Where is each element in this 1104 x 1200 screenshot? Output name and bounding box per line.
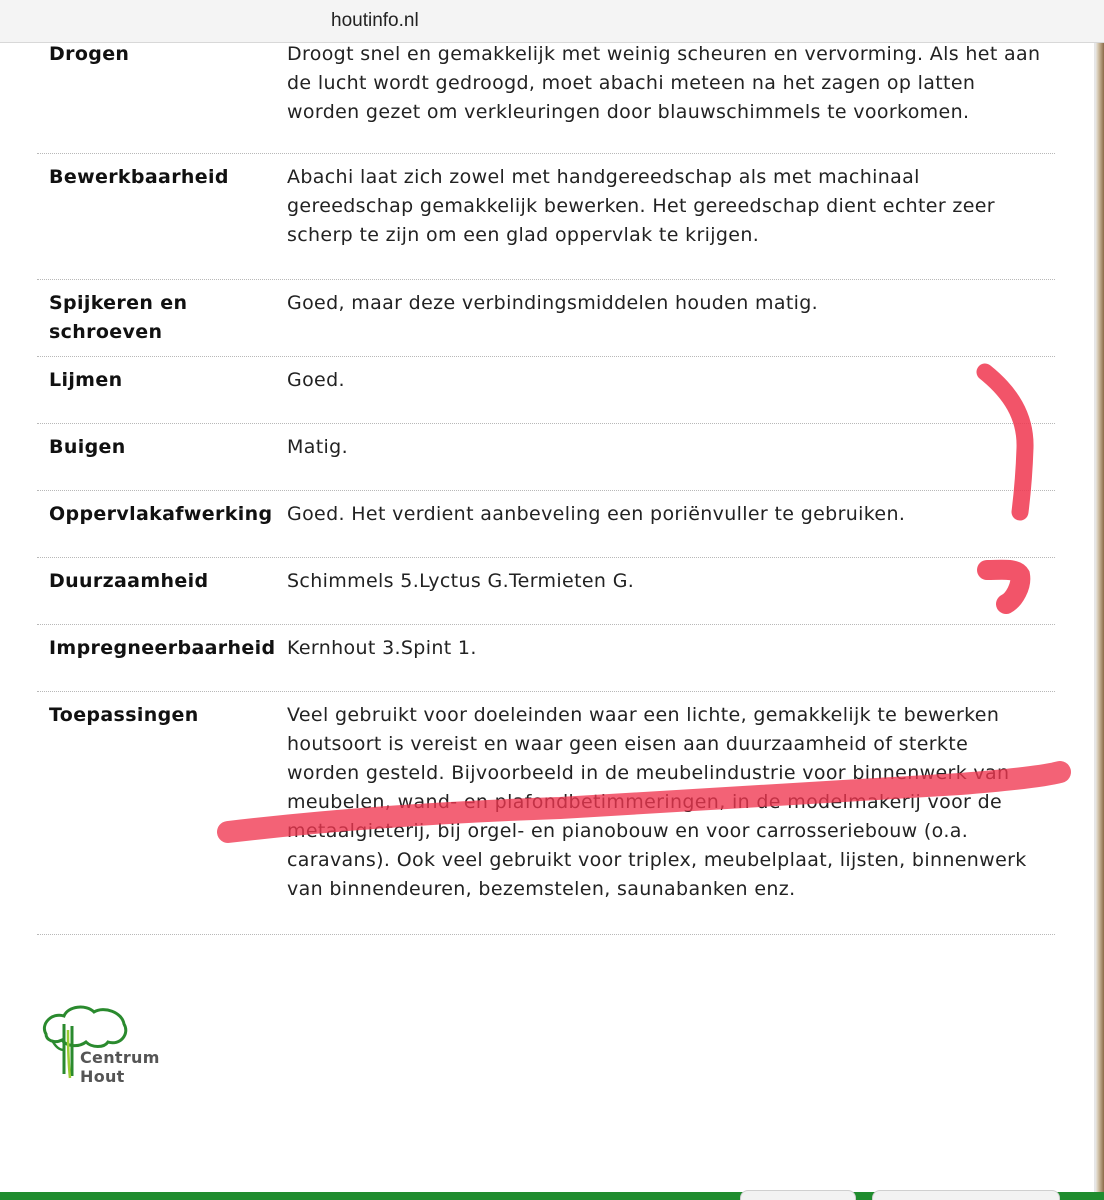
property-value: Veel gebruikt voor doeleinden waar een lichte, gemakkelijk te bewerken houtsoort is vereist en waar geen eisen aan duurzaamheid of sterkte worden gesteld. Bijvoorbeeld in de meubelindustrie voor binnenwerk van meubelen, wand- en plafondbetimmeringen, in de modelmakerij voor de metaalgieterij, bij orgel- en pianobouw en voor carrosseriebouw (o.a. caravans). Ook veel gebruikt voor triplex, meubelplaat, lijsten, binnenwerk van binnendeuren, bezemstelen, saunabanken enz. xyxy=(287,704,1027,900)
property-row-lijmen xyxy=(37,357,1055,424)
property-value: Kernhout 3.Spint 1. xyxy=(287,637,477,659)
property-row-spijkeren xyxy=(37,280,1055,357)
property-label: Lijmen xyxy=(49,369,123,391)
property-value: Matig. xyxy=(287,436,348,458)
property-label: Bewerkbaarheid xyxy=(49,166,229,188)
property-value: Goed. xyxy=(287,369,345,391)
centrum-hout-logo[interactable] xyxy=(38,1004,208,1086)
property-row-bewerkbaarheid xyxy=(37,154,1055,280)
property-row-toepassingen xyxy=(37,692,1055,935)
property-label: Drogen xyxy=(49,43,130,65)
property-value: Abachi laat zich zowel met handgereedschap als met machinaal gereedschap gemakkelijk bewerken. Het gereedschap dient echter zeer scherp te zijn om een glad oppervlak te krijgen. xyxy=(287,166,995,246)
property-row-oppervlakafwerking xyxy=(37,491,1055,558)
property-row-duurzaamheid xyxy=(37,558,1055,625)
property-label: Buigen xyxy=(49,436,126,458)
wood-properties-table xyxy=(37,40,1055,935)
property-row-drogen xyxy=(37,40,1055,154)
property-value: Droogt snel en gemakkelijk met weinig scheuren en vervorming. Als het aan de lucht wordt gedroogd, moet abachi meteen na het zagen op latten worden gezet om verkleuringen door blauwschimmels te voorkomen. xyxy=(287,43,1041,123)
property-value: Goed, maar deze verbindingsmiddelen houden matig. xyxy=(287,292,819,314)
property-value: Schimmels 5.Lyctus G.Termieten G. xyxy=(287,570,635,592)
property-row-impregneerbaarheid xyxy=(37,625,1055,692)
browser-address-bar[interactable] xyxy=(0,0,1104,43)
property-label: Spijkeren en schroeven xyxy=(49,292,188,343)
property-label: Toepassingen xyxy=(49,704,199,726)
property-value: Goed. Het verdient aanbeveling een poriënvuller te gebruiken. xyxy=(287,503,906,525)
property-label: Impregneerbaarheid xyxy=(49,637,276,659)
url-text[interactable]: houtinfo.nl xyxy=(331,10,419,31)
property-label: Oppervlakafwerking xyxy=(49,503,273,525)
property-label: Duurzaamheid xyxy=(49,570,209,592)
bottom-tab-left[interactable] xyxy=(740,1190,856,1200)
logo-text: Centrum Hout xyxy=(80,1048,160,1086)
property-row-buigen xyxy=(37,424,1055,491)
background-image-edge xyxy=(1096,42,1104,1192)
bottom-tab-right[interactable] xyxy=(872,1190,1060,1200)
